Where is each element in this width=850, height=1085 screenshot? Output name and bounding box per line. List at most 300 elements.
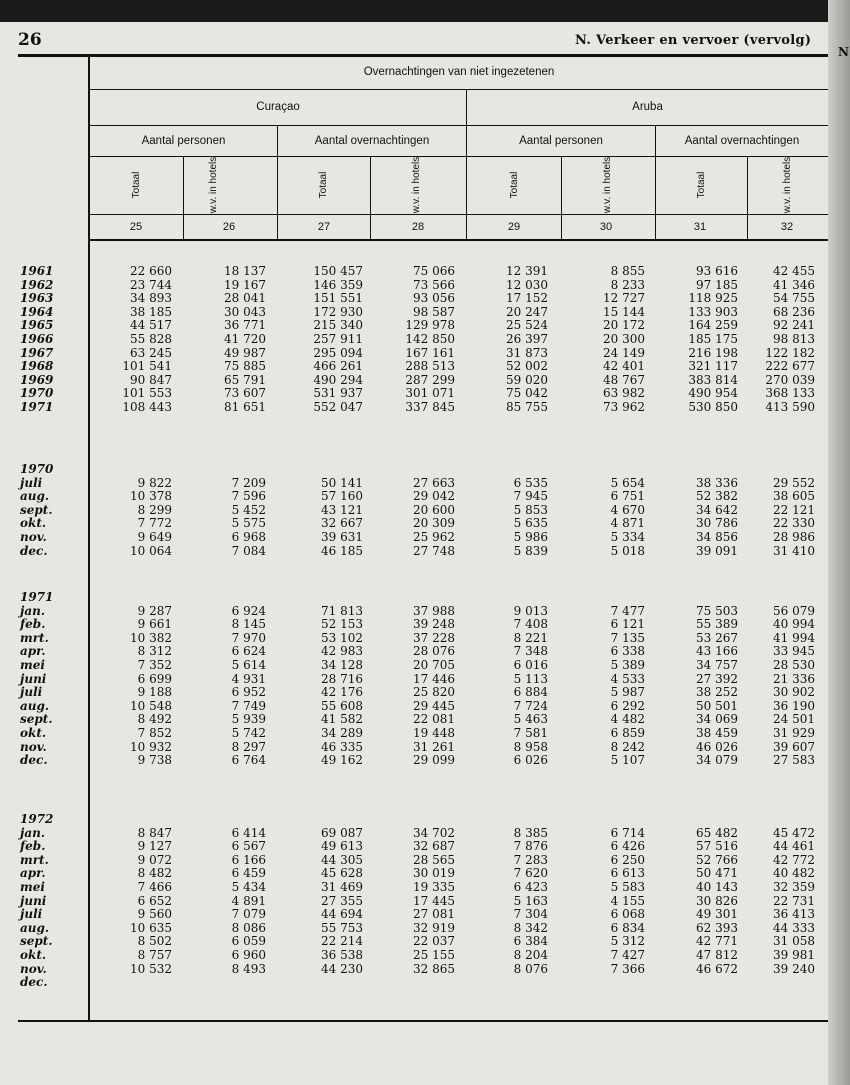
- table-cell-col26: 75 885: [224, 359, 266, 374]
- table-cell-col25: 10 548: [130, 698, 172, 713]
- table-cell-col27: 44 694: [321, 907, 363, 922]
- col-number-26: 26: [222, 221, 236, 233]
- table-cell-col28: 37 988: [413, 603, 455, 618]
- table-cell-col25: 7 852: [137, 726, 172, 740]
- row-label: juni: [20, 671, 47, 686]
- col-number-30: 30: [599, 221, 613, 233]
- table-cell-col27: 42 176: [321, 685, 363, 700]
- table-cell-col30: 4 482: [610, 712, 645, 727]
- table-cell-col28: 25 155: [413, 948, 455, 962]
- table-cell-col28: 29 042: [413, 489, 455, 504]
- row-label: mrt.: [20, 852, 49, 867]
- table-cell-col25: 23 744: [130, 277, 172, 292]
- table-cell-col26: 7 084: [231, 543, 266, 558]
- table-cell-col25: 10 382: [130, 630, 172, 645]
- table-cell-col30: 42 401: [603, 359, 645, 374]
- table-cell-col27: 295 094: [313, 345, 363, 360]
- table-cell-col30: 6 068: [610, 907, 645, 922]
- table-cell-col31: 383 814: [688, 372, 738, 387]
- table-cell-col29: 8 076: [513, 961, 548, 976]
- table-cell-col32: 44 461: [773, 839, 815, 854]
- table-cell-col32: 31 058: [773, 934, 815, 949]
- col-number-31: 31: [693, 221, 707, 233]
- table-cell-col32: 45 472: [773, 825, 815, 840]
- table-cell-col30: 6 751: [610, 489, 645, 504]
- table-cell-col29: 5 163: [513, 893, 548, 908]
- row-label: 1962: [20, 277, 54, 292]
- row-label: juli: [20, 475, 43, 490]
- table-cell-col32: 42 772: [773, 852, 815, 867]
- table-cell-col30: 63 982: [603, 386, 645, 401]
- table-cell-col32: 38 605: [773, 489, 815, 504]
- table-cell-col31: 34 642: [696, 502, 738, 517]
- table-cell-col29: 7 348: [513, 644, 548, 659]
- table-cell-col31: 97 185: [696, 277, 738, 292]
- col-number-28: 28: [411, 221, 425, 233]
- table-cell-col27: 50 141: [321, 475, 363, 490]
- table-cell-col25: 9 649: [137, 530, 172, 544]
- table-cell-col32: 39 240: [773, 961, 815, 976]
- table-cell-col28: 22 081: [413, 712, 455, 727]
- table-top-rule: [18, 54, 828, 57]
- table-cell-col31: 39 091: [696, 543, 738, 558]
- table-cell-col25: 8 757: [137, 948, 172, 962]
- table-cell-col27: 49 613: [321, 839, 363, 854]
- table-cell-col32: 222 677: [765, 359, 815, 374]
- row-label: 1967: [20, 345, 54, 360]
- col25-header: Totaal: [131, 171, 142, 199]
- table-cell-col26: 5 614: [231, 658, 266, 672]
- table-cell-col26: 30 043: [224, 304, 266, 319]
- table-cell-col27: 57 160: [321, 489, 363, 504]
- table-cell-col32: 92 241: [773, 318, 815, 333]
- col32-header: w.v. in hotels: [782, 156, 793, 214]
- table-cell-col27: 71 813: [321, 603, 363, 618]
- table-cell-col26: 81 651: [224, 400, 266, 414]
- table-cell-col25: 9 560: [137, 907, 172, 922]
- table-cell-col29: 17 152: [506, 291, 548, 306]
- table-cell-col28: 17 445: [413, 893, 455, 908]
- table-cell-col25: 8 502: [137, 934, 172, 949]
- table-cell-col31: 50 471: [696, 866, 738, 881]
- row-label: sept.: [20, 502, 53, 517]
- table-cell-col26: 5 452: [231, 502, 266, 517]
- group-heading: 1970: [20, 462, 54, 476]
- table-cell-col30: 4 155: [610, 893, 645, 908]
- table-cell-col30: 24 149: [603, 345, 645, 360]
- table-cell-col25: 9 188: [137, 685, 172, 700]
- table-cell-col28: 30 019: [413, 866, 455, 881]
- table-cell-col28: 31 261: [413, 739, 455, 754]
- row-label: okt.: [20, 948, 47, 962]
- table-cell-col32: 40 994: [773, 617, 815, 632]
- table-cell-col28: 39 248: [413, 617, 455, 632]
- table-bottom-rule: [18, 1020, 828, 1022]
- table-cell-col26: 5 939: [231, 712, 266, 727]
- table-cell-col29: 20 247: [506, 304, 548, 319]
- table-cell-col29: 6 535: [513, 475, 548, 490]
- row-label: aug.: [20, 698, 50, 713]
- table-cell-col31: 65 482: [696, 825, 738, 840]
- table-cell-col25: 101 553: [122, 386, 172, 401]
- table-cell-col25: 44 517: [130, 318, 172, 333]
- table-cell-col32: 22 330: [773, 516, 815, 531]
- table-cell-col30: 5 334: [610, 530, 645, 544]
- table-cell-col27: 41 582: [321, 712, 363, 727]
- table-cell-col31: 321 117: [688, 359, 738, 374]
- table-cell-col26: 19 167: [224, 277, 266, 292]
- table-cell-col25: 6 652: [137, 893, 172, 908]
- row-label: sept.: [20, 934, 53, 949]
- table-cell-col27: 27 355: [321, 893, 363, 908]
- table-cell-col29: 12 030: [506, 277, 548, 292]
- table-cell-col27: 34 128: [321, 658, 363, 672]
- table-cell-col28: 32 865: [413, 961, 455, 976]
- table-cell-col27: 39 631: [321, 530, 363, 544]
- table-cell-col25: 34 893: [130, 291, 172, 306]
- table-cell-col26: 6 960: [231, 948, 266, 962]
- col-number-25: 25: [129, 221, 143, 233]
- table-cell-col29: 6 016: [513, 658, 548, 672]
- table-cell-col30: 73 962: [603, 400, 645, 414]
- row-label: juli: [20, 685, 43, 700]
- table-cell-col27: 46 335: [321, 739, 363, 754]
- page-edge-shadow: [828, 0, 850, 1085]
- table-cell-col29: 7 581: [513, 726, 548, 740]
- table-cell-col26: 28 041: [224, 291, 266, 306]
- row-label: 1971: [20, 400, 54, 414]
- row-label: mrt.: [20, 630, 49, 645]
- table-cell-col26: 7 209: [231, 475, 266, 490]
- table-cell-col30: 8 855: [610, 264, 645, 278]
- table-cell-col27: 552 047: [313, 400, 363, 414]
- table-cell-col27: 490 294: [313, 372, 363, 387]
- row-label: 1963: [20, 291, 54, 306]
- col-divider-29-30: [561, 157, 562, 240]
- table-cell-col28: 19 448: [413, 726, 455, 740]
- table-cell-col30: 5 312: [610, 934, 645, 949]
- table-cell-col31: 34 856: [696, 530, 738, 544]
- table-cell-col29: 5 986: [513, 530, 548, 544]
- table-cell-col30: 6 834: [610, 920, 645, 935]
- table-cell-col32: 41 994: [773, 630, 815, 645]
- group-heading: 1972: [20, 812, 54, 826]
- table-cell-col30: 15 144: [603, 304, 645, 319]
- col-divider-31-32: [747, 157, 748, 240]
- table-cell-col28: 287 299: [405, 372, 455, 387]
- table-cell-col30: 4 871: [610, 516, 645, 531]
- table-cell-col27: 52 153: [321, 617, 363, 632]
- table-cell-col25: 9 822: [137, 475, 172, 490]
- table-cell-col27: 22 214: [321, 934, 363, 949]
- table-cell-col32: 24 501: [773, 712, 815, 727]
- table-cell-col27: 531 937: [313, 386, 363, 401]
- table-cell-col27: 172 930: [313, 304, 363, 319]
- table-cell-col30: 7 427: [610, 948, 645, 962]
- table-cell-col27: 28 716: [321, 671, 363, 686]
- table-cell-col29: 5 463: [513, 712, 548, 727]
- table-cell-col29: 6 026: [513, 753, 548, 768]
- table-cell-col25: 7 352: [137, 658, 172, 672]
- table-cell-col32: 39 607: [773, 739, 815, 754]
- table-cell-col32: 22 731: [773, 893, 815, 908]
- table-cell-col27: 32 667: [321, 516, 363, 531]
- table-cell-col32: 36 190: [773, 698, 815, 713]
- table-cell-col32: 42 455: [773, 264, 815, 278]
- table-cell-col31: 75 503: [696, 603, 738, 618]
- table-cell-col30: 8 242: [610, 739, 645, 754]
- col-number-27: 27: [317, 221, 331, 233]
- table-cell-col27: 45 628: [321, 866, 363, 881]
- table-cell-col30: 6 250: [610, 852, 645, 867]
- row-label: dec.: [20, 543, 48, 558]
- table-cell-col31: 30 786: [696, 516, 738, 531]
- table-cell-col30: 6 714: [610, 825, 645, 840]
- table-cell-col26: 36 771: [224, 318, 266, 333]
- header-aruba: Aruba: [632, 101, 663, 113]
- table-cell-col28: 28 076: [413, 644, 455, 659]
- table-cell-col31: 30 826: [696, 893, 738, 908]
- table-cell-col30: 5 987: [610, 685, 645, 700]
- table-cell-col26: 5 434: [231, 880, 266, 894]
- table-cell-col27: 69 087: [321, 825, 363, 840]
- table-cell-col25: 8 299: [137, 502, 172, 517]
- header-rule-5: [90, 239, 828, 241]
- row-label: nov.: [20, 530, 47, 544]
- table-cell-col29: 59 020: [506, 372, 548, 387]
- table-cell-col26: 73 607: [224, 386, 266, 401]
- table-cell-col28: 22 037: [413, 934, 455, 949]
- page-number: 26: [18, 30, 42, 50]
- table-cell-col26: 6 059: [231, 934, 266, 949]
- table-cell-col25: 10 532: [130, 961, 172, 976]
- table-cell-col32: 68 236: [773, 304, 815, 319]
- table-cell-col25: 9 738: [137, 753, 172, 768]
- table-cell-col25: 9 287: [137, 603, 172, 618]
- table-cell-col31: 490 954: [688, 386, 738, 401]
- table-cell-col25: 10 932: [130, 739, 172, 754]
- table-cell-col28: 17 446: [413, 671, 455, 686]
- table-cell-col28: 20 705: [413, 658, 455, 672]
- table-cell-col31: 53 267: [696, 630, 738, 645]
- table-cell-col32: 30 902: [773, 685, 815, 700]
- table-cell-col29: 6 884: [513, 685, 548, 700]
- table-cell-col25: 22 660: [130, 264, 172, 278]
- table-cell-col32: 28 530: [773, 658, 815, 672]
- table-cell-col27: 150 457: [313, 264, 363, 278]
- table-cell-col29: 7 283: [513, 852, 548, 867]
- table-cell-col28: 29 099: [413, 753, 455, 768]
- table-cell-col28: 32 919: [413, 920, 455, 935]
- header-rule-3: [90, 156, 828, 157]
- table-cell-col25: 10 378: [130, 489, 172, 504]
- table-cell-col32: 413 590: [765, 400, 815, 414]
- table-cell-col30: 20 300: [603, 332, 645, 346]
- table-cell-col31: 49 301: [696, 907, 738, 922]
- row-label: okt.: [20, 516, 47, 531]
- table-cell-col30: 4 533: [610, 671, 645, 686]
- table-cell-col29: 5 113: [513, 671, 548, 686]
- table-cell-col32: 31 410: [773, 543, 815, 558]
- table-cell-col31: 38 336: [696, 475, 738, 490]
- table-cell-col30: 20 172: [603, 318, 645, 333]
- row-label: juli: [20, 907, 43, 922]
- row-label: okt.: [20, 726, 47, 740]
- table-cell-col32: 368 133: [765, 386, 815, 401]
- table-cell-col28: 37 228: [413, 630, 455, 645]
- table-cell-col30: 12 727: [603, 291, 645, 306]
- table-cell-col32: 31 929: [773, 726, 815, 740]
- table-cell-col31: 118 925: [688, 291, 738, 306]
- row-label: apr.: [20, 866, 46, 881]
- row-label: 1965: [20, 318, 54, 333]
- col26-header: w.v. in hotels: [208, 156, 219, 214]
- table-cell-col28: 73 566: [413, 277, 455, 292]
- table-cell-col25: 9 127: [137, 839, 172, 854]
- table-cell-col29: 75 042: [506, 386, 548, 401]
- table-cell-col31: 34 757: [696, 658, 738, 672]
- col30-header: w.v. in hotels: [602, 156, 613, 214]
- col27-header: Totaal: [318, 171, 329, 199]
- header-curacao-personen: Aantal personen: [141, 135, 226, 147]
- header-rule-1: [90, 89, 828, 90]
- table-cell-col27: 42 983: [321, 644, 363, 659]
- table-cell-col30: 5 583: [610, 880, 645, 894]
- table-cell-col31: 38 459: [696, 726, 738, 740]
- table-cell-col32: 33 945: [773, 644, 815, 659]
- row-label: jan.: [20, 603, 46, 618]
- table-cell-col26: 4 931: [231, 671, 266, 686]
- row-label: sept.: [20, 712, 53, 727]
- table-cell-col32: 21 336: [773, 671, 815, 686]
- header-rule-2: [90, 125, 828, 126]
- row-label: juni: [20, 893, 47, 908]
- table-cell-col28: 34 702: [413, 825, 455, 840]
- group-heading: 1971: [20, 590, 54, 604]
- table-cell-col29: 7 408: [513, 617, 548, 632]
- table-cell-col30: 6 338: [610, 644, 645, 659]
- row-label: 1964: [20, 304, 54, 319]
- table-cell-col28: 75 066: [413, 264, 455, 278]
- row-label: dec.: [20, 975, 48, 990]
- table-cell-col31: 93 616: [696, 264, 738, 278]
- table-cell-col31: 46 672: [696, 961, 738, 976]
- table-cell-col29: 52 002: [506, 359, 548, 374]
- table-cell-col28: 27 663: [413, 475, 455, 490]
- table-cell-col27: 55 753: [321, 920, 363, 935]
- table-cell-col25: 90 847: [130, 372, 172, 387]
- table-cell-col28: 19 335: [413, 880, 455, 894]
- table-cell-col25: 8 482: [137, 866, 172, 881]
- table-cell-col25: 8 847: [137, 825, 172, 840]
- table-cell-col31: 47 812: [696, 948, 738, 962]
- table-cell-col28: 27 748: [413, 543, 455, 558]
- row-label: 1968: [20, 359, 54, 374]
- table-cell-col31: 185 175: [688, 332, 738, 346]
- table-cell-col30: 6 613: [610, 866, 645, 881]
- table-cell-col30: 6 292: [610, 698, 645, 713]
- row-label: 1970: [20, 386, 54, 401]
- table-cell-col29: 8 204: [513, 948, 548, 962]
- table-cell-col32: 40 482: [773, 866, 815, 881]
- table-cell-col31: 43 166: [696, 644, 738, 659]
- next-page-edge-letter: N: [838, 45, 849, 59]
- table-cell-col31: 55 389: [696, 617, 738, 632]
- table-cell-col26: 7 970: [231, 630, 266, 645]
- table-cell-col29: 9 013: [513, 603, 548, 618]
- table-cell-col26: 7 079: [231, 907, 266, 922]
- table-cell-col28: 129 978: [405, 318, 455, 333]
- table-cell-col26: 6 459: [231, 866, 266, 881]
- table-cell-col30: 7 477: [610, 603, 645, 618]
- table-cell-col27: 53 102: [321, 630, 363, 645]
- table-cell-col29: 8 221: [513, 630, 548, 645]
- table-cell-col32: 122 182: [765, 345, 815, 360]
- table-cell-col30: 7 366: [610, 961, 645, 976]
- table-cell-col25: 9 661: [137, 617, 172, 632]
- table-cell-col30: 4 670: [610, 502, 645, 517]
- header-curacao: Curaçao: [256, 101, 300, 113]
- table-cell-col32: 27 583: [773, 753, 815, 768]
- table-cell-col29: 8 342: [513, 920, 548, 935]
- table-cell-col29: 6 384: [513, 934, 548, 949]
- table-cell-col32: 270 039: [765, 372, 815, 387]
- table-cell-col27: 49 162: [321, 753, 363, 768]
- table-cell-col27: 55 608: [321, 698, 363, 713]
- table-cell-col26: 6 414: [231, 825, 266, 840]
- table-cell-col31: 40 143: [696, 880, 738, 894]
- table-cell-col27: 46 185: [321, 543, 363, 558]
- table-cell-col29: 12 391: [506, 264, 548, 278]
- table-cell-col31: 164 259: [688, 318, 738, 333]
- col-divider-27-28: [370, 157, 371, 240]
- table-cell-col25: 9 072: [137, 852, 172, 867]
- table-cell-col31: 216 198: [688, 345, 738, 360]
- table-cell-col28: 25 962: [413, 530, 455, 544]
- row-label: mei: [20, 880, 45, 894]
- table-cell-col31: 38 252: [696, 685, 738, 700]
- table-cell-col26: 8 145: [231, 617, 266, 632]
- table-cell-col27: 466 261: [313, 359, 363, 374]
- table-cell-col28: 142 850: [405, 332, 455, 346]
- table-cell-col28: 288 513: [405, 359, 455, 374]
- table-cell-col26: 7 596: [231, 489, 266, 504]
- table-cell-col30: 5 389: [610, 658, 645, 672]
- table-cell-col30: 48 767: [603, 372, 645, 387]
- table-cell-col29: 5 853: [513, 502, 548, 517]
- table-cell-col26: 6 952: [231, 685, 266, 700]
- table-cell-col27: 146 359: [313, 277, 363, 292]
- row-label: mei: [20, 658, 45, 672]
- table-cell-col28: 20 600: [413, 502, 455, 517]
- table-cell-col26: 4 891: [231, 893, 266, 908]
- table-cell-col30: 8 233: [610, 277, 645, 292]
- table-cell-col28: 337 845: [405, 400, 455, 414]
- table-cell-col25: 55 828: [130, 332, 172, 346]
- table-cell-col31: 34 069: [696, 712, 738, 727]
- table-cell-col26: 8 493: [231, 961, 266, 976]
- table-cell-col26: 6 924: [231, 603, 266, 618]
- table-cell-col28: 301 071: [405, 386, 455, 401]
- table-cell-col26: 6 968: [231, 530, 266, 544]
- table-cell-col31: 34 079: [696, 753, 738, 768]
- table-cell-col28: 28 565: [413, 852, 455, 867]
- table-cell-col25: 10 064: [130, 543, 172, 558]
- table-cell-col25: 8 492: [137, 712, 172, 727]
- table-cell-col31: 50 501: [696, 698, 738, 713]
- table-cell-col26: 18 137: [224, 264, 266, 278]
- table-cell-col29: 6 423: [513, 880, 548, 894]
